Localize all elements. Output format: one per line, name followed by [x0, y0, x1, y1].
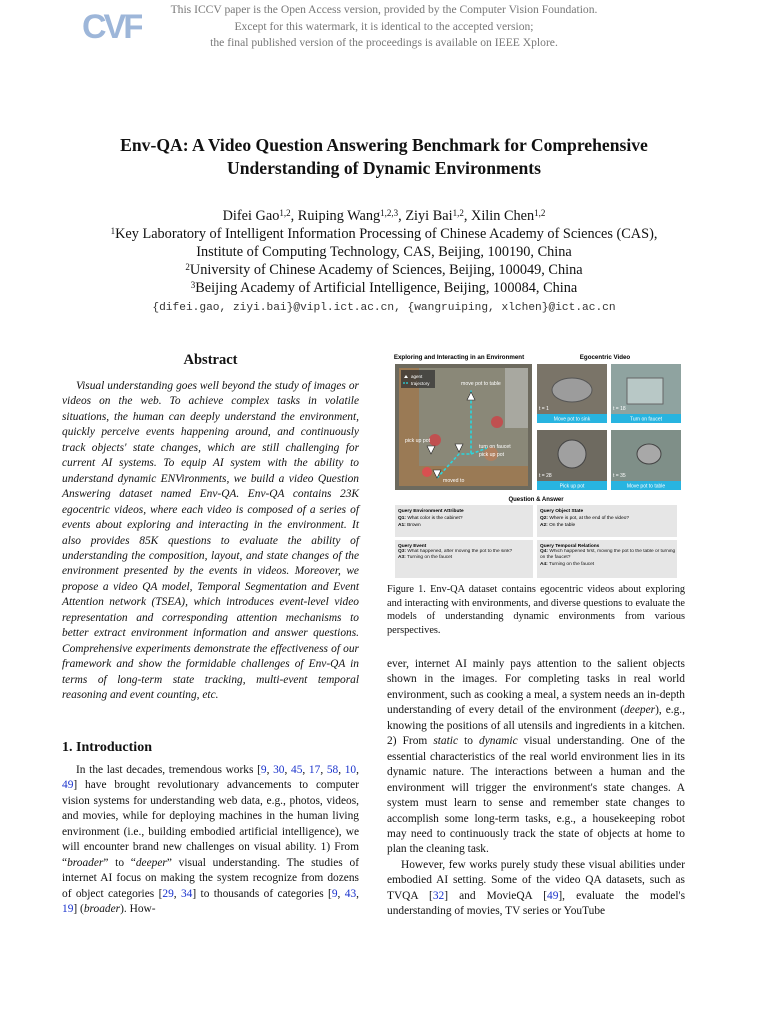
title-line-2: Understanding of Dynamic Environments: [227, 158, 541, 178]
affil-text: Key Laboratory of Intelligent Information Processing of Chinese Academy of Sciences (CAS),: [115, 226, 658, 242]
frame-time: t = 28: [539, 473, 552, 479]
citation-link[interactable]: 19: [62, 903, 74, 916]
text-run: deeper: [624, 704, 656, 717]
legend-trajectory-label: trajectory: [411, 381, 430, 386]
citation-link[interactable]: 10: [344, 764, 357, 776]
intro-heading: 1. Introduction: [62, 740, 152, 755]
affiliation-3: [40, 279, 728, 297]
affiliation-1b: Institute of Computing Technology, CAS, Beijing, 100190, China: [196, 244, 572, 260]
text-run: ], evaluate the model's understanding of movies, TV series or YouTube: [387, 889, 685, 918]
cvf-logo-graphic: [82, 6, 142, 44]
qa-body: Q4: Which happened first, moving the pot to the table or turning on the faucet? A4: Turning on the faucet: [540, 549, 676, 567]
text-run: ), e.g., knowing the positions of all utensils and ingredients in a kitchen. 2) From: [387, 704, 685, 748]
qa-answer: A1: Brown: [398, 523, 421, 528]
watermark-line-3: the final published version of the proceedings is available on IEEE Xplore.: [210, 36, 558, 49]
map-label: move pot to table: [461, 381, 501, 387]
affiliation-1: [40, 225, 728, 243]
citation-link[interactable]: 9: [260, 764, 267, 776]
qa-body: Q3: What happened, after moving the pot to the sink? A3: Turning on the faucet: [398, 549, 513, 561]
intro-paragraph: In the last decades, tremendous works [9, 30, 45, 17, 58, 10, 49] have brought revolutionary advancements to computer vision systems for understanding web data, e.g., photos, videos, and movies, while for deploying machines in the human living environment (i.e., building embodied artificial intelligence), we will encounter brand new challenges on visual ability. 1) From “broader” to “deeper” visual understanding. The studies of internet AI focus on making the system recognize from dozens of object categories [29, 34] to thousands of categories [9, 43, 19] (broader). How-: [62, 764, 360, 916]
text-run: to: [458, 735, 480, 748]
figure-1-caption: Figure 1. Env-QA dataset contains egocentric videos about exploring and interacting with environments, and diverse questions to evaluate the models of understanding dynamic environments from various perspectives.: [387, 584, 685, 636]
affil-marker: 3: [190, 280, 196, 290]
text-run: broader: [67, 856, 104, 869]
qa-title: Question & Answer: [508, 497, 564, 503]
map-object: [429, 434, 441, 446]
figure-1-graphic: [387, 350, 685, 580]
qa-head: Query Event: [398, 544, 427, 549]
text-run: dynamic: [479, 735, 518, 748]
affil-text: University of Chinese Academy of Sciences, Beijing, 100049, China: [189, 262, 583, 278]
citation-link[interactable]: 9: [331, 887, 338, 900]
citation-link[interactable]: 32: [432, 889, 445, 902]
text-run: ] to thousands of categories [: [192, 887, 332, 900]
citation-link[interactable]: 43: [344, 887, 357, 900]
text-run: In the last decades, tremendous works [: [76, 764, 261, 776]
map-object: [422, 467, 432, 477]
qa-question: Q1: What color is the cabinet?: [398, 516, 463, 521]
author-name: Xilin Chen: [471, 208, 535, 224]
map-label: turn on faucet: [479, 444, 511, 450]
frame-1: [537, 364, 607, 423]
frame-label: Pick up pot: [559, 483, 585, 490]
figure-1: [387, 350, 685, 580]
text-run: ). How-: [120, 903, 156, 916]
citation-link[interactable]: 17: [308, 764, 321, 776]
qa-answer: A2: On the table: [540, 523, 576, 528]
qa-head: Query Object State: [540, 509, 584, 514]
right-column-text: [387, 657, 685, 920]
text-run: broader: [83, 903, 121, 916]
author-sep: ,: [463, 208, 471, 224]
watermark-line-2: Except for this watermark, it is identical to the accepted version;: [234, 19, 534, 33]
text-run: However, few works purely study these visual abilities under embodied AI setting. Some of the video QA datasets, such as TVQA [: [387, 858, 685, 902]
author-affil: 1,2: [452, 208, 464, 218]
frame-time: t = 35: [613, 473, 626, 479]
frame-time: t = 18: [613, 406, 626, 412]
abstract-text: Visual understanding goes well beyond the study of images or videos on the web. To achieve complex tasks in volatile situations, the human can deeply understand the environment, quickly perceive events happening around, and continuously track objects' state changes, which are still challenging for current AI systems. To equip AI system with the ability to understand dynamic ENVironments, we build a video Question Answering dataset named Env-QA. Env-QA contains 23K egocentric videos, where each video is composed of a series of events about exploring and interacting in the environment. It also provides 85K questions to evaluate the ability of understanding the composition, layout, and state changes of the environment presented by the events in videos. Moreover, we propose a video QA model, Temporal Segmentation and Event Attention network (TSEA), which introduces event-level video representation and corresponding attention mechanisms to better extract environment information and answer questions. Comprehensive experiments demonstrate the effectiveness of our framework and show the formidable challenges of Env-QA in terms of long-term state tracking, multi-event temporal reasoning and event counting, etc.: [62, 380, 359, 702]
author-name: Ruiping Wang: [297, 208, 381, 224]
map-label: pick up pot: [479, 452, 505, 458]
text-run: deeper: [135, 856, 167, 869]
map-label: moved to: [443, 478, 465, 484]
frame-pot: [558, 440, 586, 468]
frame-pot: [637, 444, 661, 464]
watermark-line-1: This ICCV paper is the Open Access version, provided by the Computer Vision Foundation.: [170, 3, 598, 16]
abstract-heading: Abstract: [183, 352, 238, 368]
frame-2: [611, 364, 681, 423]
text-run: ] and MovieQA [: [444, 889, 547, 902]
citation-link[interactable]: 49: [547, 889, 559, 902]
body-paragraph: [387, 657, 685, 858]
citation-link[interactable]: 34: [180, 887, 193, 900]
frame-label: Move pot to table: [626, 483, 666, 490]
frame-label: Move pot to sink: [553, 416, 591, 423]
author-sep: ,: [290, 208, 298, 224]
qa-head: Query Temporal Relations: [540, 544, 600, 549]
cvf-logo-text: CVF: [82, 8, 141, 44]
body-paragraph: [387, 858, 685, 920]
text-run: ” visual understanding. The studies of internet AI focus on making the system recognize from dozens of object categories [: [62, 856, 359, 900]
text-run: ” to “: [103, 856, 136, 869]
citation-link[interactable]: 45: [291, 764, 303, 776]
frame-sink: [627, 378, 663, 404]
map-wall-right: [505, 368, 528, 428]
map-label: pick up pot: [405, 438, 431, 444]
affiliation-2: [40, 261, 728, 279]
title-line-1: Env-QA: A Video Question Answering Benchmark for Comprehensive: [120, 135, 648, 155]
abstract-section: [62, 352, 359, 704]
text-run: static: [433, 735, 459, 748]
frame-4: [611, 430, 681, 490]
figure-right-title: Egocentric Video: [579, 354, 631, 361]
author-block: [40, 207, 728, 317]
text-run: ever, internet AI mainly pays attention to the salient objects shown in the images. For completing tasks in real world environment, such as cooking a meal, a system needs an in-depth understanding of every detail of the environment (: [387, 658, 685, 717]
author-affil: 1,2: [279, 208, 291, 218]
author-emails: {difei.gao, ziyi.bai}@vipl.ict.ac.cn, {wangruiping, xlchen}@ict.ac.cn: [152, 302, 616, 314]
text-run: ] (: [73, 903, 84, 916]
qa-box-4: [537, 540, 677, 578]
frame-label: Turn on faucet: [629, 416, 663, 423]
text-run: visual understanding. One of the essential characteristics of the real world environment lies in its dynamic nature. The interactions between a human and the environment will trigger the environment's state changes. A system must learn to sense and remember state changes to accomplish some long-term tasks, e.g., a housekeeping robot may need to continuously track the state of objects at home to plan the cleaning task.: [387, 735, 685, 856]
cvf-logo: [82, 6, 142, 49]
author-sep: ,: [398, 208, 406, 224]
author-affil: 1,2: [534, 208, 546, 218]
qa-box-2: [537, 505, 677, 537]
author-name: Difei Gao: [222, 208, 280, 224]
introduction-section: [62, 740, 359, 918]
environment-map: [395, 364, 532, 490]
author-names: [40, 207, 728, 225]
text-run: ] have brought revolutionary advancements to computer vision systems for understanding web data, e.g., photos, videos, and movies, while for deploying machines in the human living environment (i.e., building embodied artificial intelligence), we will encounter brand new challenges on visual ability. 1) From “: [62, 779, 359, 869]
legend-agent-label: agent: [411, 374, 423, 379]
citation-link[interactable]: 30: [273, 764, 285, 776]
author-name: Ziyi Bai: [405, 208, 453, 224]
frame-3: [537, 430, 607, 490]
affil-marker: 1: [110, 226, 116, 236]
paper-title: [60, 134, 708, 180]
affil-marker: 2: [185, 262, 190, 272]
citation-link[interactable]: 29: [162, 887, 174, 900]
qa-box-1: [395, 505, 533, 537]
qa-question: Q2: Where is pot, at the end of the video?: [540, 516, 630, 521]
citation-link[interactable]: 49: [62, 779, 74, 792]
frame-pot: [552, 378, 592, 402]
qa-box-3: [395, 540, 533, 578]
citation-link[interactable]: 58: [326, 764, 339, 776]
figure-left-title: Exploring and Interacting in an Environment: [393, 354, 525, 361]
map-object: [491, 416, 503, 428]
frame-time: t = 1: [539, 406, 549, 412]
qa-head: Query Environment Attribute: [398, 509, 464, 514]
affil-text: Beijing Academy of Artificial Intelligence, Beijing, 100084, China: [195, 280, 578, 296]
author-affil: 1,2,3: [380, 208, 399, 218]
